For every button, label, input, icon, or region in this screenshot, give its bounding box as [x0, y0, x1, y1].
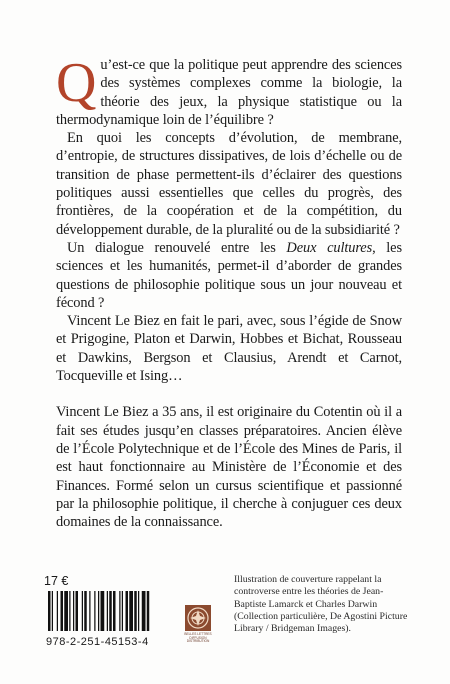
- barcode-bar: [52, 591, 53, 631]
- spacer: [56, 385, 402, 403]
- barcode-bar: [134, 591, 137, 631]
- barcode-bar: [89, 591, 90, 631]
- barcode-bar: [129, 591, 133, 631]
- paragraph-4: Vincent Le Biez en fait le pari, avec, sous l’égide de Snow et Prigogine, Platon et Darwin, Hobbes et Bichat, Rousseau et Dawkins, Bergson et Clausius, Arendt et Carnot, Tocqueville et Ising…: [56, 313, 402, 385]
- paragraph-1-text: u’est-ce que la politique peut apprendre des sciences des systèmes complexes comme la biologie, la théorie des jeux, la physique statistique ou la thermodynamique loin de l’équilibre ?: [56, 57, 402, 128]
- barcode-bar: [142, 591, 146, 631]
- barcode-bar: [76, 591, 79, 631]
- paragraph-3-start: Un dialogue renouvelé entre les: [67, 239, 287, 256]
- barcode-bar: [61, 591, 64, 631]
- barcode-bar: [64, 591, 68, 631]
- blurb-text: [56, 52, 402, 531]
- barcode-bar: [109, 591, 112, 631]
- barcode-bar: [101, 591, 105, 631]
- barcode-bar: [107, 591, 108, 631]
- barcode-bar: [98, 591, 99, 631]
- paragraph-3-italic: Deux cultures: [286, 239, 373, 256]
- barcode-bar: [113, 591, 116, 631]
- barcode-bar: [48, 591, 51, 631]
- publisher-name: BELLES LETTRES DIFFUSION DISTRIBUTION: [184, 632, 212, 644]
- barcode-bar: [126, 591, 129, 631]
- barcode-bar: [57, 591, 58, 631]
- author-bio: Vincent Le Biez a 35 ans, il est originaire du Cotentin où il a fait ses études jusqu’en classes préparatoires. Ancien élève de l’École Polytechnique et de l’École des Mines de Paris, il est haut fonctionnaire au Ministère de l’Économie et des Finances. Formé selon un cursus scientifique et passionné par la philosophie politique, il cherche à conjuguer ces deux domaines de la connaissance.: [56, 404, 402, 531]
- barcode-bar: [94, 591, 95, 631]
- paragraph-3: [56, 239, 402, 312]
- price: 17 €: [44, 574, 69, 588]
- barcode-bar: [147, 591, 150, 631]
- barcode-bar: [82, 591, 83, 631]
- barcode-bar: [73, 591, 74, 631]
- barcode-bar: [84, 591, 87, 631]
- barcode: [44, 589, 204, 633]
- barcode-bar: [138, 591, 139, 631]
- isbn-number: 978-2-251-45153-4: [46, 636, 149, 648]
- barcode-bar: [119, 591, 120, 631]
- drop-cap: Q: [56, 52, 97, 114]
- paragraph-2: En quoi les concepts d’évolution, de membrane, d’entropie, de structures dissipatives, de lois d’échelle ou de transition de phase permettent-ils d’éclairer des questions politiques aussi essentielles que celles du progrès, des frontières, de la coopération et de la compétition, du développement durable, de la pluralité ou de la subsidiarité ?: [56, 130, 402, 238]
- cover-illustration-caption: Illustration de couverture rappelant la controverse entre les théories de Jean-Baptiste Lamarck et Charles Darwin (Collection particulière, De Agostini Picture Library / Bridgeman Images).: [234, 574, 408, 635]
- paragraph-3-end: , les sciences et les humanités, permet-il d’aborder de grandes questions de philosophie politique sous un jour nouveau et fécond ?: [56, 239, 402, 311]
- barcode-bar: [122, 591, 123, 631]
- publisher-logo-icon: [184, 604, 212, 632]
- intro-paragraph: [56, 52, 402, 129]
- barcode-bar: [69, 591, 70, 631]
